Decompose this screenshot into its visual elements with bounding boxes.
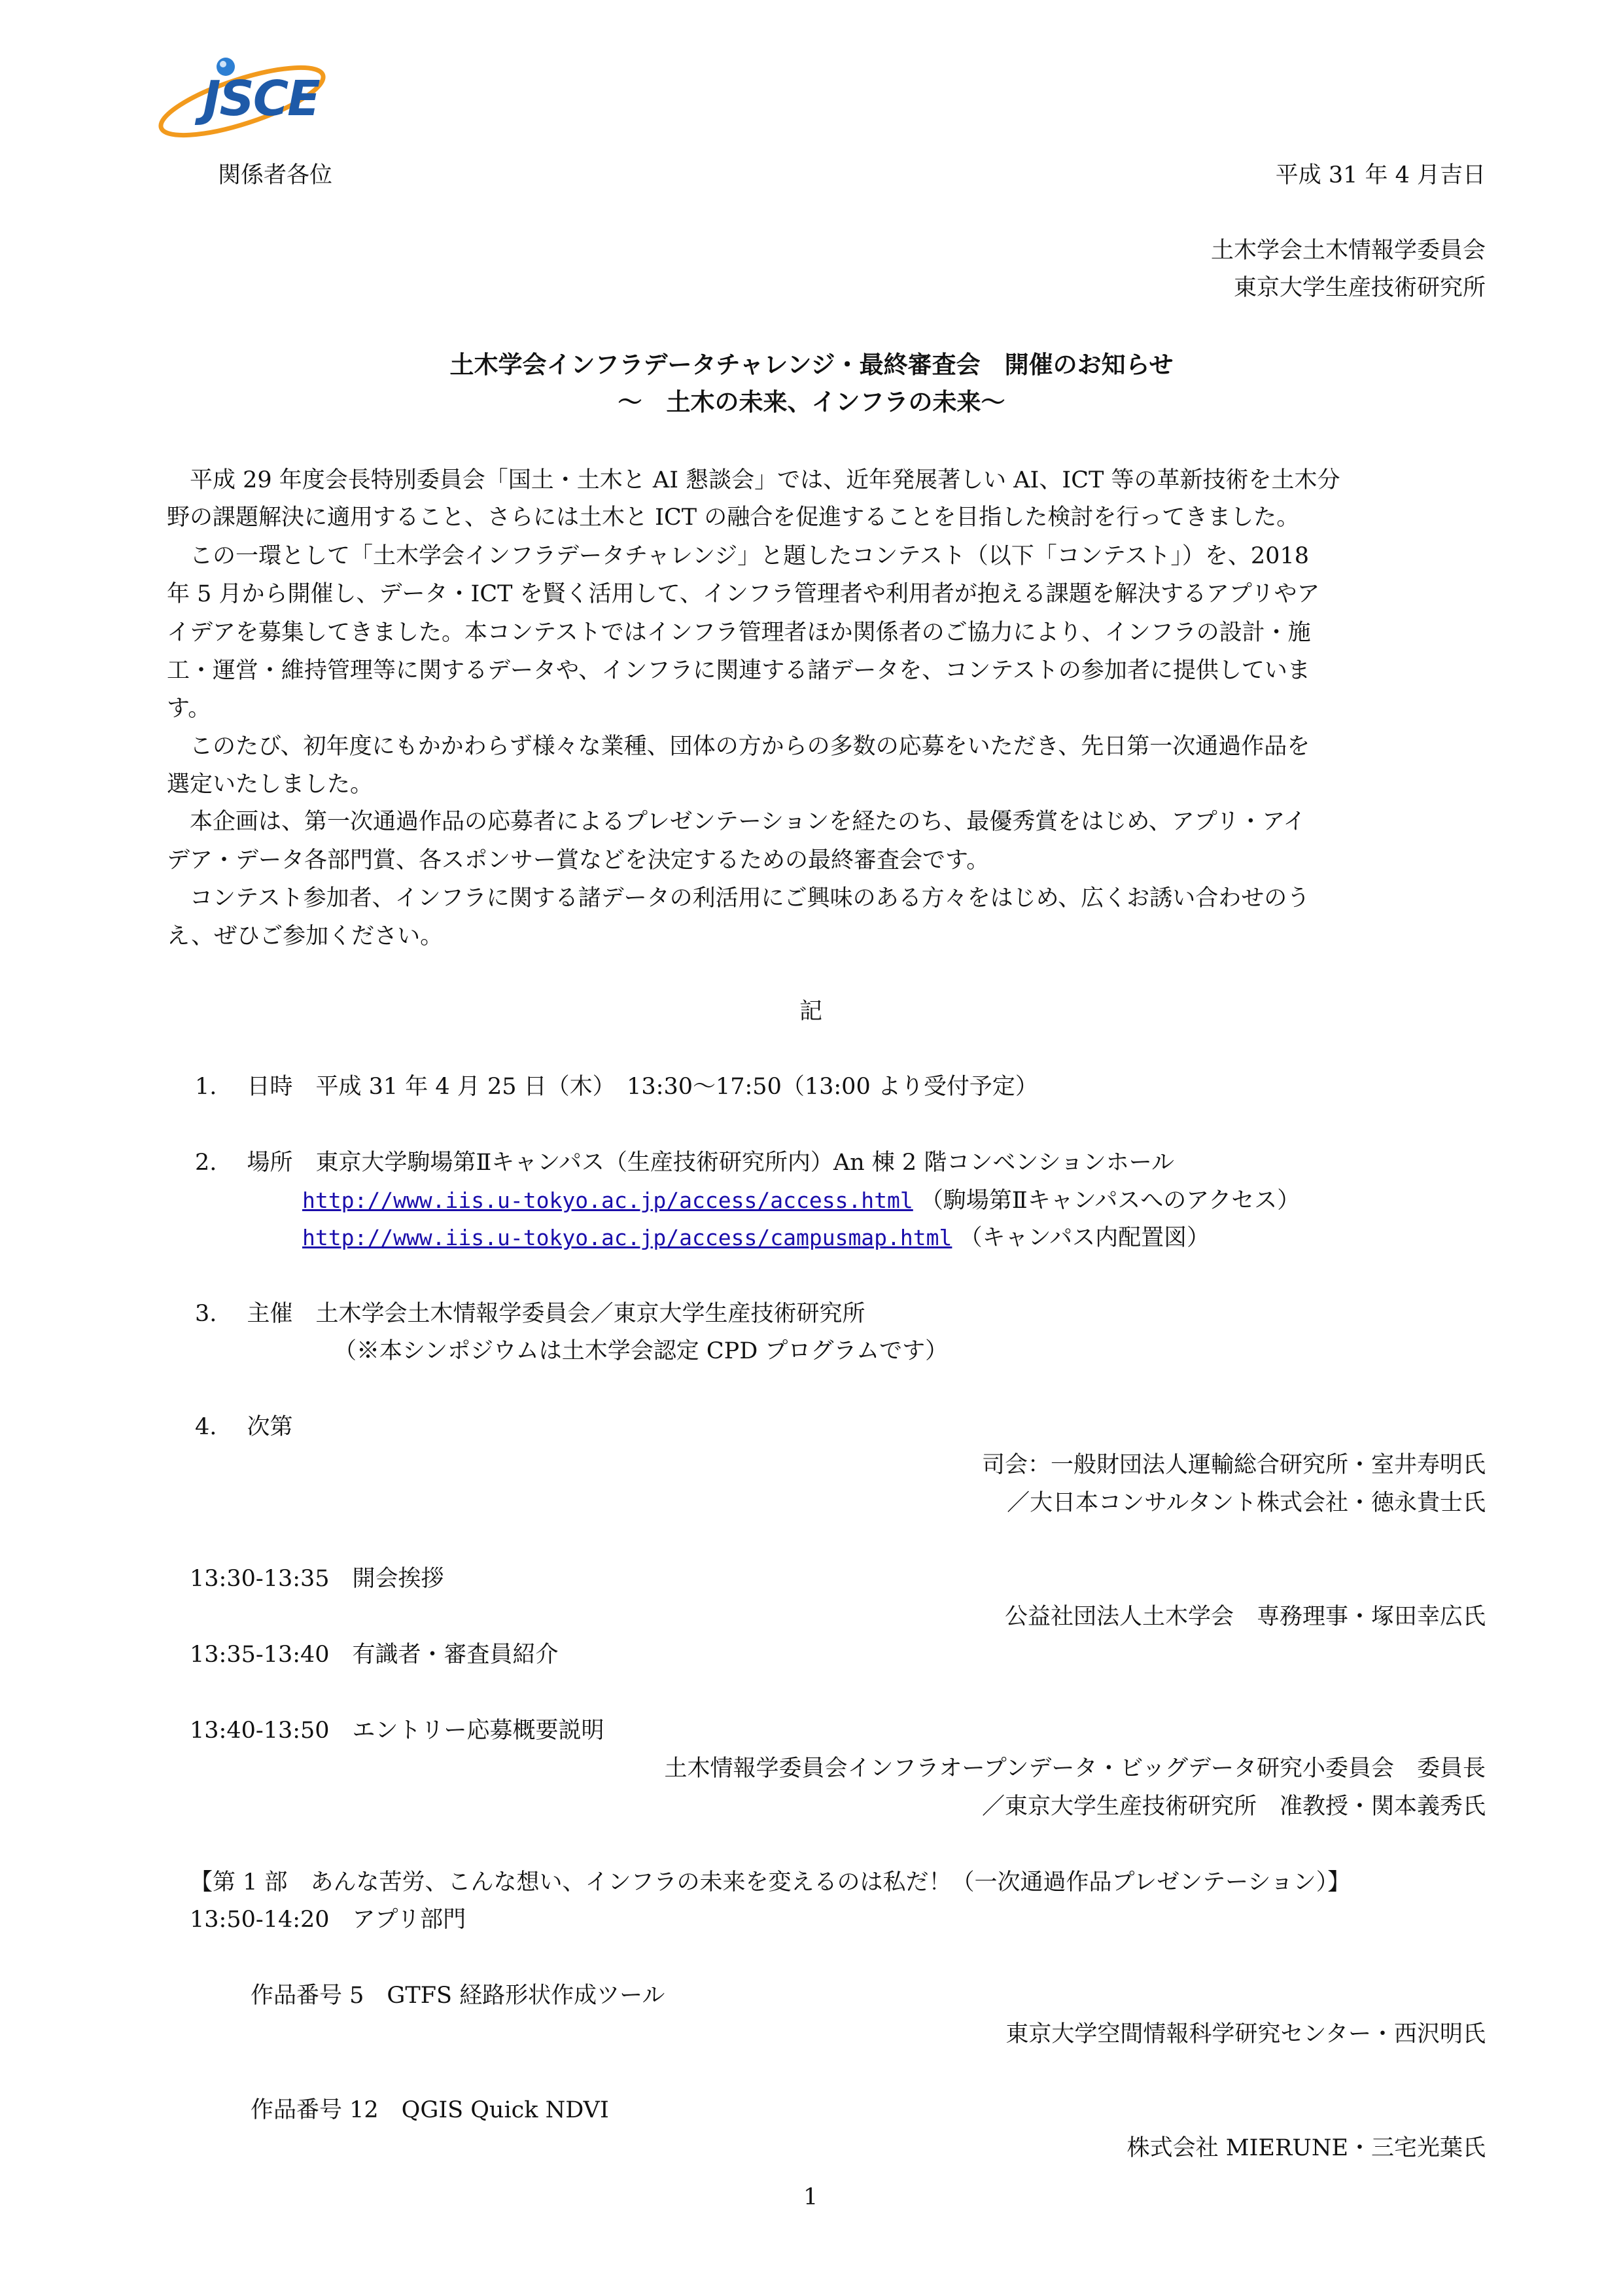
body-line: コンテスト参加者、インフラに関する諸データの利活用にご興味のある方々をはじめ、広くお誘い合わせのう [167,885,1310,911]
access-link[interactable]: http://www.iis.u-tokyo.ac.jp/access/access.html [302,1188,913,1213]
body-line: 工・運営・維持管理等に関するデータや、インフラに関連する諸データを、コンテストの参加者に提供していま [167,658,1310,684]
body-line: この一環として「土木学会インフラデータチャレンジ」と題したコンテスト（以下「コンテスト」）を、2018 [167,543,1309,569]
logo-text: JSCE [203,71,319,127]
access-link-note: （駒場第Ⅱキャンパスへのアクセス） [920,1188,1300,1214]
part1-heading: 【第 1 部 あんな苦労、こんな想い、インフラの未来を変えるのは私だ！（一次通過作品プレゼンテーション）】 [190,1869,1351,1896]
campusmap-link-row [302,1220,1210,1256]
page-subtitle: ～ 土木の未来、インフラの未来～ [618,388,1005,416]
page-title: 土木学会インフラデータチャレンジ・最終審査会 開催のお知らせ [449,351,1174,379]
item-program: 4. 次第 [195,1414,293,1440]
jsce-logo [150,46,347,150]
program-introductions: 13:35-13:40 有識者・審査員紹介 [190,1642,559,1668]
work-entry: 作品番号 5 GTFS 経路形状作成ツール [251,1983,665,2009]
body-line: デア・データ各部門賞、各スポンサー賞などを決定するための最終審査会です。 [167,847,990,874]
work-presenter: 東京大学空間情報科学研究センター・西沢明氏 [1005,2021,1486,2047]
body-line: 本企画は、第一次通過作品の応募者によるプレゼンテーションを経たのち、最優秀賞をはじめ、アプリ・アイ [167,809,1306,835]
body-line: 選定いたしました。 [167,771,374,798]
sender-institute: 東京大学生産技術研究所 [1233,275,1486,301]
body-line: 平成 29 年度会長特別委員会「国土・土木と AI 懇談会」では、近年発展著しい AI、ICT 等の革新技術を土木分 [167,467,1340,493]
campusmap-link[interactable]: http://www.iis.u-tokyo.ac.jp/access/campusmap.html [302,1225,952,1250]
item-venue: 2. 場所 東京大学駒場第Ⅱキャンパス（生産技術研究所内）An 棟 2 階コンベンションホール [195,1150,1175,1176]
addressee: 関係者各位 [218,162,333,188]
mc-line1: 司会：一般財団法人運輸総合研究所・室井寿明氏 [981,1452,1486,1478]
body-line: 野の課題解決に適用すること、さらには土木と ICT の融合を促進することを目指した検討を行ってきました。 [167,504,1300,531]
page-number: 1 [803,2184,818,2210]
sender-committee: 土木学会土木情報学委員会 [1210,238,1486,264]
body-line: このたび、初年度にもかかわらず様々な業種、団体の方からの多数の応募をいただき、先日第一次通過作品を [167,733,1310,760]
ki-heading: 記 [799,998,823,1025]
overview-speaker-line1: 土木情報学委員会インフラオープンデータ・ビッグデータ研究小委員会 委員長 [664,1756,1486,1782]
body-line: す。 [167,696,211,722]
work-entry: 作品番号 12 QGIS Quick NDVI [251,2097,609,2123]
access-link-row [302,1182,1300,1219]
cpd-note: （※本シンポジウムは土木学会認定 CPD プログラムです） [334,1338,949,1364]
body-line: 年 5 月から開催し、データ・ICT を賢く活用して、インフラ管理者や利用者が抱える課題を解決するアプリやア [167,581,1320,607]
date: 平成 31 年 4 月吉日 [1275,162,1486,188]
body-line: イデアを募集してきました。本コンテストではインフラ管理者ほか関係者のご協力により、インフラの設計・施 [167,620,1311,646]
program-app-section: 13:50-14:20 アプリ部門 [190,1907,466,1933]
overview-speaker-line2: ／東京大学生産技術研究所 准教授・関本義秀氏 [981,1793,1486,1820]
campusmap-link-note: （キャンパス内配置図） [959,1225,1210,1251]
mc-line2: ／大日本コンサルタント株式会社・徳永貴士氏 [1007,1490,1486,1516]
item-organizer: 3. 主催 土木学会土木情報学委員会／東京大学生産技術研究所 [195,1301,865,1327]
opening-speaker: 公益社団法人土木学会 専務理事・塚田幸広氏 [1004,1604,1486,1630]
work-presenter: 株式会社 MIERUNE・三宅光葉氏 [1126,2135,1486,2161]
item-datetime: 1. 日時 平成 31 年 4 月 25 日（木） 13:30～17:50（13:00 より受付予定） [195,1074,1038,1100]
body-line: え、ぜひご参加ください。 [167,923,444,949]
program-entry-overview: 13:40-13:50 エントリー応募概要説明 [190,1718,604,1744]
program-opening: 13:30-13:35 開会挨拶 [190,1566,444,1592]
